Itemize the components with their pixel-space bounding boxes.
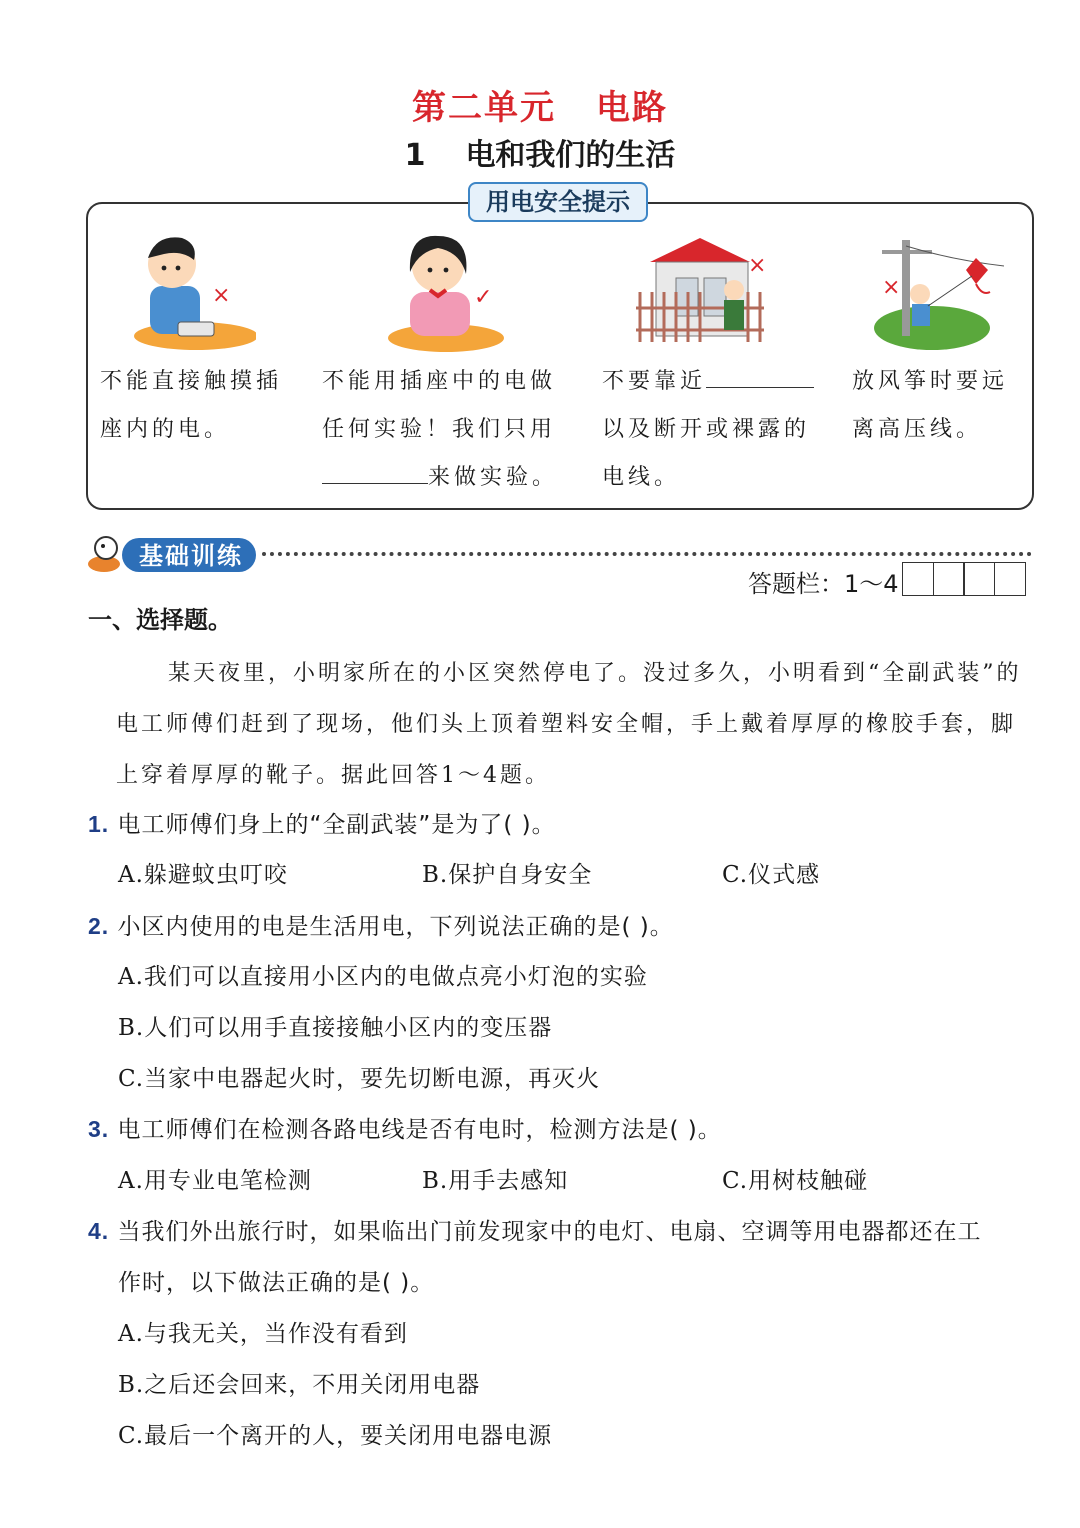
- answer-box[interactable]: [994, 562, 1026, 596]
- answer-blank[interactable]: [322, 457, 428, 484]
- safety-tip-1: 不能直接触摸插 座内的电。: [100, 369, 283, 442]
- reading-passage: 某天夜里，小明家所在的小区突然停电了。没过多久，小明看到“全副武装”的电工师傅们赶到了现场，他们头上顶着塑料安全帽，手上戴着厚厚的橡胶手套，脚上穿着厚厚的靴子。据此回答1～4题。: [116, 661, 1022, 788]
- answer-box[interactable]: [902, 562, 934, 596]
- kite-power-line-illustration: [872, 236, 1012, 354]
- unit-label: 第二单元: [412, 88, 556, 128]
- answer-bar-label: 答题栏：1～4: [748, 570, 899, 598]
- answer-box[interactable]: [963, 562, 995, 596]
- unit-name: 电路: [596, 88, 668, 128]
- cross-mark: ×: [212, 283, 231, 308]
- question-4-continued: 作时，以下做法正确的是( )。: [118, 1270, 435, 1296]
- dotted-divider: [262, 552, 1032, 556]
- safety-tip-2: 不能用插座中的电做 任何实验！我们只用 来做实验。: [322, 369, 559, 490]
- safety-tip-3: 不要靠近 以及断开或裸露的 电线。: [602, 358, 814, 502]
- lesson-name: 电和我们的生活: [465, 138, 676, 173]
- section-title: 一、选择题。: [88, 606, 232, 634]
- transformer-fence-illustration: [630, 232, 780, 354]
- unit-title: [0, 80, 1080, 129]
- basic-training-label: 基础训练: [139, 542, 243, 570]
- answer-boxes: [904, 562, 1026, 596]
- check-mark: ✓: [474, 285, 493, 310]
- lesson-number: 1: [404, 138, 426, 173]
- option: C.最后一个离开的人，要关闭用电器电源: [118, 1423, 553, 1449]
- option: B.人们可以用手直接接触小区内的变压器: [118, 1015, 553, 1041]
- cross-mark: ×: [882, 275, 901, 300]
- lesson-title: [0, 130, 1080, 174]
- question-4: 4. 当我们外出旅行时，如果临出门前发现家中的电灯、电扇、空调等用电器都还在工: [88, 1218, 982, 1245]
- option: B.用手去感知: [422, 1168, 569, 1194]
- option: A.用专业电笔检测: [118, 1168, 312, 1194]
- question-3: 3. 电工师傅们在检测各路电线是否有电时，检测方法是( )。: [88, 1116, 722, 1143]
- option: A.我们可以直接用小区内的电做点亮小灯泡的实验: [118, 964, 648, 990]
- girl-safe-experiment-illustration: [380, 226, 510, 358]
- safety-tip-4: 放风筝时要远 离高压线。: [852, 369, 1009, 442]
- answer-box[interactable]: [933, 562, 965, 596]
- option: A.躲避蚊虫叮咬: [118, 862, 288, 888]
- question-1: 1. 电工师傅们身上的“全副武装”是为了( )。: [88, 811, 556, 838]
- option: C.当家中电器起火时，要先切断电源，再灭火: [118, 1066, 601, 1092]
- safety-tips-title: 用电安全提示: [468, 182, 648, 222]
- option: C.用树枝触碰: [722, 1168, 869, 1194]
- option: A.与我无关，当作没有看到: [118, 1321, 408, 1347]
- question-2: 2. 小区内使用的电是生活用电，下列说法正确的是( )。: [88, 913, 674, 940]
- option: C.仪式感: [722, 862, 821, 888]
- option: B.保护自身安全: [422, 862, 593, 888]
- option: B.之后还会回来，不用关闭用电器: [118, 1372, 481, 1398]
- cross-mark: ×: [748, 253, 767, 278]
- boy-touching-socket-illustration: [116, 228, 256, 358]
- answer-blank[interactable]: [706, 361, 814, 388]
